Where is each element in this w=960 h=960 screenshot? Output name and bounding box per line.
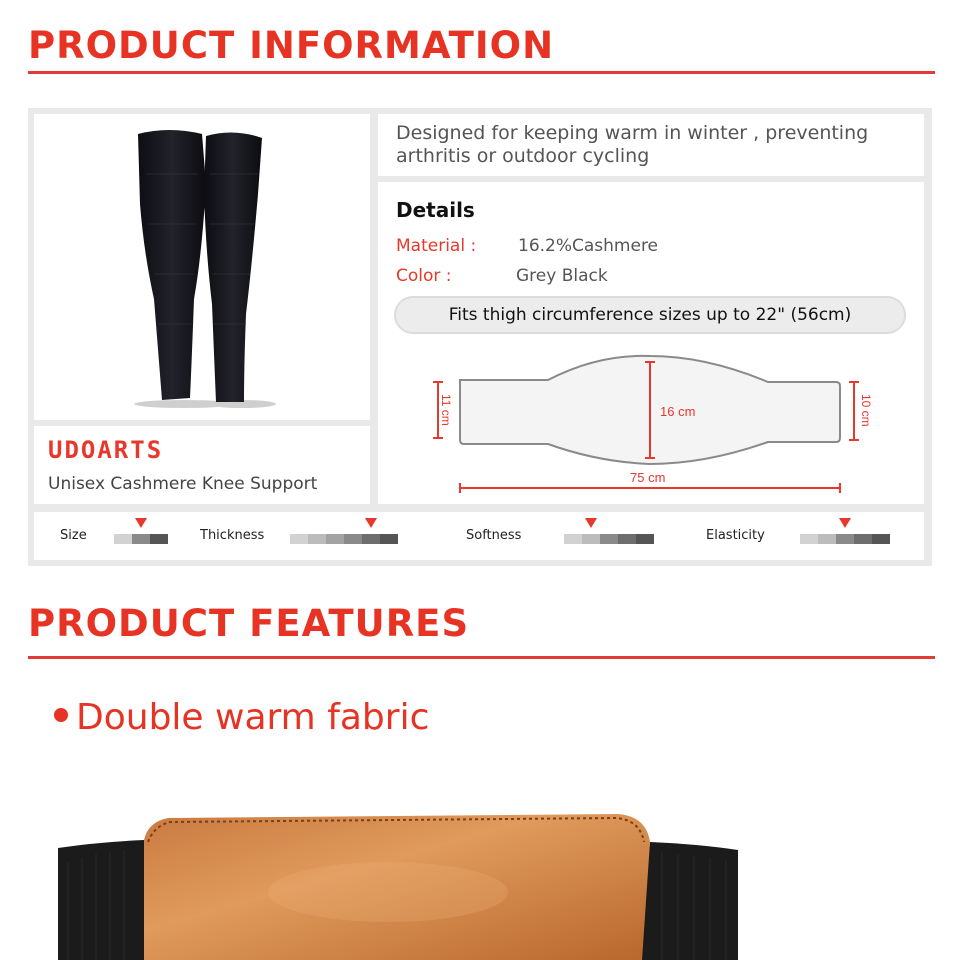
product-features-title: PRODUCT FEATURES [28,602,470,645]
dimension-diagram [378,342,924,502]
product-description: Designed for keeping warm in winter , preventing arthritis or outdoor cycling [396,122,869,167]
color-value: Grey Black [516,266,608,286]
product-name: Unisex Cashmere Knee Support [48,474,318,494]
ratings-panel [34,512,924,560]
left-height-label: 11 cm [439,394,453,426]
fleece-fabric-image [58,812,738,960]
rating-segment [818,534,836,544]
rating-segment [618,534,636,544]
knee-support-sleeves-image [34,114,370,420]
rating-segment [564,534,582,544]
product-information-title: PRODUCT INFORMATION [28,24,555,67]
rating-label-thickness: Thickness [200,528,265,543]
details-heading: Details [396,198,475,222]
details-panel [378,182,924,504]
rating-scale-elasticity [800,534,890,544]
rating-scale-softness [564,534,654,544]
rating-segment [836,534,854,544]
rating-segment [114,534,132,544]
description-panel [378,114,924,176]
features-divider [28,656,935,659]
feature-bullet [54,697,429,738]
rating-segment [800,534,818,544]
bullet-icon [54,708,68,722]
rating-label-softness: Softness [466,528,522,543]
rating-segment [380,534,398,544]
rating-segment [582,534,600,544]
center-height-label: 16 cm [660,404,696,419]
fit-size-text: Fits thigh circumference sizes up to 22" (56cm) [448,305,852,325]
material-label: Material : [396,236,477,256]
rating-segment [150,534,168,544]
brand-panel [34,426,370,504]
material-value: 16.2%Cashmere [518,236,659,256]
rating-label-elasticity: Elasticity [706,528,765,543]
rating-indicator-icon [365,518,377,528]
feature-bullet-text: Double warm fabric [76,697,430,738]
rating-segment [326,534,344,544]
rating-label-size: Size [60,528,87,543]
rating-segment [854,534,872,544]
rating-indicator-icon [839,518,851,528]
rating-segment [344,534,362,544]
rating-segment [600,534,618,544]
rating-scale-thickness [290,534,398,544]
rating-segment [308,534,326,544]
rating-segment [132,534,150,544]
title-divider [28,71,935,74]
rating-segment [872,534,890,544]
length-label: 75 cm [630,470,666,485]
fit-size-pill [394,296,906,334]
rating-segment [290,534,308,544]
rating-segment [362,534,380,544]
rating-indicator-icon [135,518,147,528]
product-info-box [28,108,932,566]
rating-segment [636,534,654,544]
brand-logo: UDOARTS [48,436,164,464]
rating-indicator-icon [585,518,597,528]
rating-scale-size [114,534,168,544]
product-image-panel [34,114,370,420]
right-height-label: 10 cm [859,394,873,427]
color-label: Color : [396,266,452,286]
